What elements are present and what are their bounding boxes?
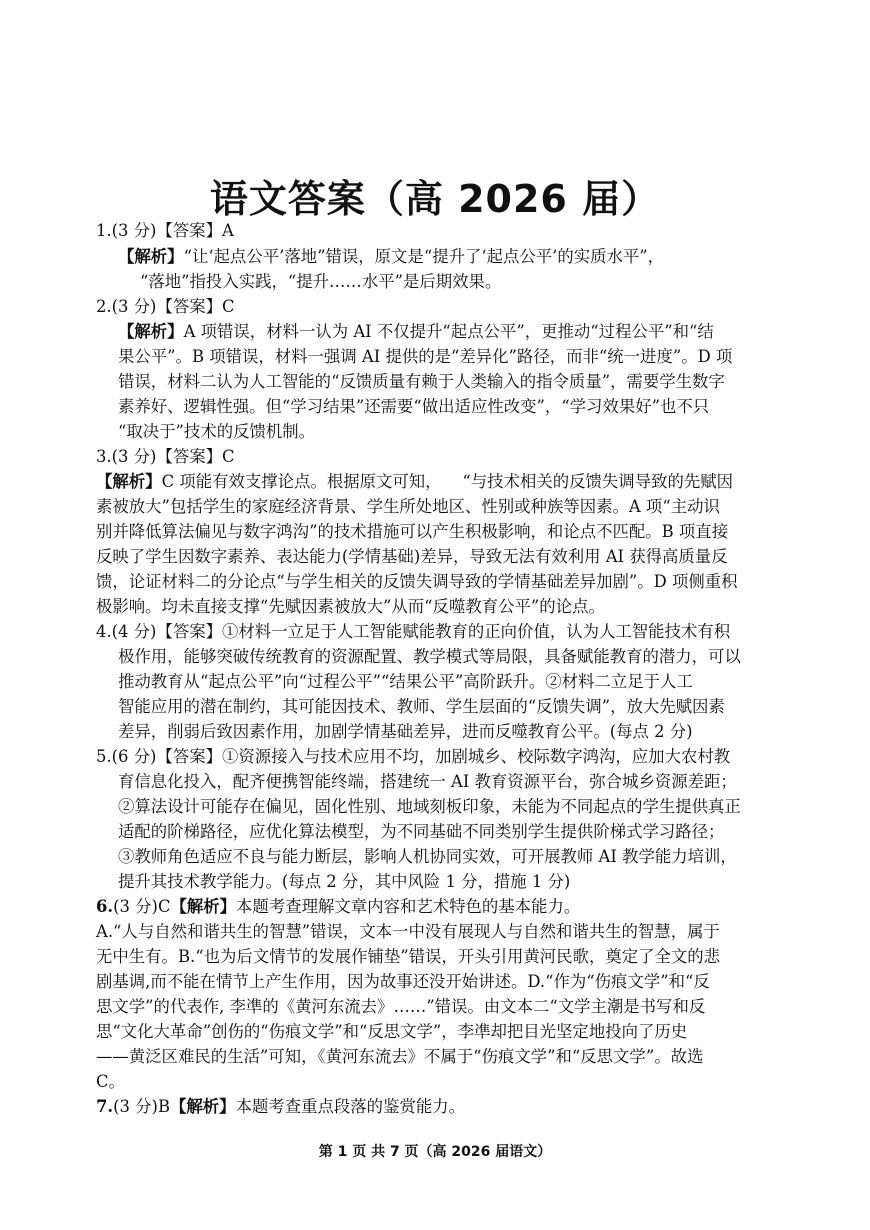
text-segment: 3.(3 分)【答案】C [96,447,235,466]
text-line [96,1095,465,1119]
text-line [96,620,730,644]
text-segment: 错误，材料二认为人工智能的“反馈质量有赖于人类输入的指令质量”，需要学生数字 [118,372,725,391]
text-line [96,470,733,494]
text-line [118,345,732,369]
text-line [96,295,235,319]
text-line [118,370,725,394]
text-line [96,520,728,544]
text-line [96,545,728,569]
text-line [96,1045,703,1069]
text-segment: “取决于”技术的反馈机制。 [118,422,316,441]
text-segment: “落地”指投入实践，“提升……水平”是后期效果。 [140,272,502,291]
text-segment: 极影响。均未直接支撑“先赋因素被放大”从而“反噬教育公平”的论点。 [96,597,605,616]
text-segment: 5.(6 分)【答案】①资源接入与技术应用不均，加剧城乡、校际数字鸿沟，应加大农村教 [96,747,731,766]
document-title: 语文答案（高 2026 届） [209,177,661,221]
text-segment: C 项能有效支撑论点。根据原文可知， “与技术相关的反馈失调导致的先赋因 [161,472,734,491]
text-segment: 素养好、逻辑性强。但“学习结果”还需要“做出适应性改变”，“学习效果好”也不只 [118,397,710,416]
text-segment: 无中生有。B.“也为后文情节的发展作铺垫”错误，开头引用黄河民歌，奠定了全文的悲 [96,947,721,966]
text-line [96,1020,687,1044]
text-line [118,420,315,444]
text-segment: “让‘起点公平’落地”错误，原文是“提升了‘起点公平’的实质水平”， [183,247,665,266]
text-line [118,670,693,694]
text-line [96,595,605,619]
text-line [140,270,501,294]
text-segment: (3 分)B [113,1097,170,1116]
text-segment: ——黄泛区难民的生活”可知，《黄河东流去》不属于“伤痕文学”和“反思文学”。故选 [96,1047,704,1066]
bold-label: 7. [96,1097,114,1116]
text-line [96,219,234,243]
text-line [118,695,725,719]
text-line [118,720,693,744]
text-line [96,895,580,919]
bold-label: 【解析】 [118,322,184,341]
text-segment: 本题考查重点段落的鉴赏能力。 [235,1097,466,1116]
text-segment: A 项错误，材料一认为 AI 不仅提升“起点公平”，更推动“过程公平”和“结 [183,322,714,341]
text-segment: C。 [96,1072,125,1091]
bold-label: 【解析】 [118,247,184,266]
text-segment: (3 分)C [113,897,171,916]
text-line [118,395,709,419]
text-segment: 馈，论证材料二的分论点“与学生相关的反馈失调导致的学情基础差异加剧”。D 项侧重积 [96,572,738,591]
text-segment: ③教师角色适应不良与能力断层，影响人机协同实效，可开展教师 AI 教学能力培训， [118,847,737,866]
text-line [118,820,724,844]
text-segment: 果公平”。B 项错误，材料一强调 AI 提供的是“差异化”路径，而非“统一进度”。D 项 [118,347,733,366]
text-line [96,495,720,519]
text-segment: 思“文化大革命”创伤的“伤痕文学”和“反思文学”，李凖却把目光坚定地投向了历史 [96,1022,688,1041]
text-line [118,795,741,819]
text-segment: 反映了学生因数字素养、表达能力(学情基础)差异，导致无法有效利用 AI 获得高质量反 [96,547,728,566]
text-segment: 2.(3 分)【答案】C [96,297,235,316]
text-line [118,320,714,344]
text-line [96,570,738,594]
text-segment: A.“人与自然和谐共生的智慧”错误，文本一中没有展现人与自然和谐共生的智慧，属于 [96,922,720,941]
text-segment: 思文学”的代表作, 李凖的《黄河东流去》……”错误。由文本二“文学主潮是书写和反 [96,997,706,1016]
bold-label: 6. [96,897,114,916]
text-segment: 适配的阶梯路径，应优化算法模型，为不同基础不同类别学生提供阶梯式学习路径； [118,822,725,841]
text-line [118,845,737,869]
text-segment: ②算法设计可能存在偏见，固化性别、地域刻板印象，未能为不同起点的学生提供真正 [118,797,741,816]
text-line [118,645,741,669]
bold-label: 【解析】 [96,472,162,491]
text-line [96,1070,125,1094]
text-segment: 推动教育从“起点公平”向“过程公平”“结果公平”高阶跃升。②材料二立足于人工 [118,672,693,691]
text-line [96,970,710,994]
text-segment: 本题考查理解文章内容和艺术特色的基本能力。 [236,897,581,916]
text-segment: 4.(4 分)【答案】①材料一立足于人工智能赋能教育的正向价值，认为人工智能技术有积 [96,622,731,641]
text-segment: 差异，削弱后致因素作用，加剧学情基础差异，进而反噬教育公平。(每点 2 分) [118,722,693,741]
text-segment: 智能应用的潜在制约，其可能因技术、教师、学生层面的“反馈失调”，放大先赋因素 [118,697,725,716]
text-line [118,870,570,894]
bold-label: 【解析】 [170,1097,236,1116]
text-line [118,245,664,269]
text-segment: 提升其技术教学能力。(每点 2 分，其中风险 1 分，措施 1 分) [118,872,571,891]
text-segment: 育信息化投入，配齐便携智能终端，搭建统一 AI 教育资源平台，弥合城乡资源差距； [118,772,737,791]
text-line [96,995,705,1019]
page-footer: 第 1 页 共 7 页（高 2026 届语文） [318,1144,552,1160]
bold-label: 【解析】 [170,897,237,916]
text-line [118,770,737,794]
text-line [96,445,235,469]
text-segment: 素被放大”包括学生的家庭经济背景、学生所处地区、性别或种族等因素。A 项“主动识 [96,497,720,516]
text-line [96,745,730,769]
text-segment: 别并降低算法偏见与数字鸿沟”的技术措施可以产生积极影响，和论点不匹配。B 项直接 [96,522,729,541]
text-line [96,945,720,969]
text-segment: 极作用，能够突破传统教育的资源配置、教学模式等局限，具备赋能教育的潜力，可以 [118,647,741,666]
text-segment: 1.(3 分)【答案】A [96,221,234,240]
text-segment: 剧基调,而不能在情节上产生作用，因为故事还没开始讲述。D.“作为“伤痕文学”和“反 [96,972,710,991]
text-line [96,920,720,944]
